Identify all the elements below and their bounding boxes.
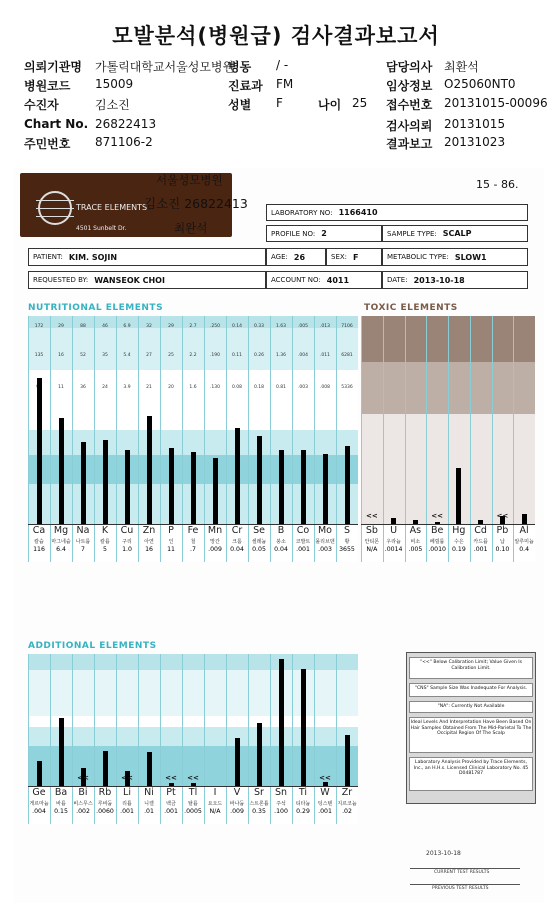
toxic-korean-name: 비소 — [410, 539, 421, 545]
toxic-symbol-pb: Pb — [496, 525, 509, 536]
nutritional-korean-name: 칼슘 — [34, 539, 44, 545]
nutritional-korean-name: 나트륨 — [75, 539, 91, 545]
nutritional-value-k: 5 — [103, 546, 107, 553]
account-box: ACCOUNT NO: 4011 — [266, 271, 382, 289]
nutritional-symbol-fe: Fe — [187, 525, 199, 536]
additional-value-rb: .0060 — [96, 808, 114, 815]
nutritional-symbol-p: P — [168, 525, 174, 536]
nutritional-tick: 16 — [58, 353, 64, 359]
toxic-korean-name: 알루미늄 — [514, 539, 534, 545]
toxic-symbol-al: Al — [519, 525, 529, 536]
receipt-label: 접수번호 — [386, 98, 433, 112]
nutritional-bar-fe — [191, 452, 196, 524]
report-title: 모발분석(병원급) 검사결과보고서 — [112, 24, 440, 48]
doctor-value: 최환석 — [444, 60, 479, 74]
ward-label: 병동 — [228, 60, 252, 74]
additional-korean-name: 백금 — [166, 801, 176, 807]
scanned-report — [14, 168, 544, 903]
nutritional-tick: 21 — [146, 384, 152, 390]
nutritional-symbol-s: S — [343, 525, 351, 536]
date-box: DATE: 2013-10-18 — [382, 271, 528, 289]
additional-bar-ni — [147, 752, 152, 786]
additional-column-divider — [226, 654, 227, 824]
additional-korean-name: 니켈 — [144, 801, 154, 807]
additional-korean-name: 바나듐 — [229, 801, 245, 807]
toxic-heading: TOXIC ELEMENTS — [364, 303, 458, 313]
nutritional-bar-se — [257, 436, 262, 524]
additional-heading: ADDITIONAL ELEMENTS — [28, 641, 157, 651]
nutritional-value-co: .001 — [296, 546, 310, 553]
nutritional-symbol-ca: Ca — [32, 525, 46, 536]
toxic-symbol-hg: Hg — [452, 525, 466, 536]
additional-symbol-ti: Ti — [298, 787, 308, 798]
toxic-symbol-be: Be — [430, 525, 444, 536]
additional-value-tl: .0005 — [184, 808, 202, 815]
metabolic-box: METABOLIC TYPE: SLOW1 — [382, 248, 528, 266]
nutritional-korean-name: 철 — [190, 539, 196, 545]
additional-column-divider — [270, 654, 271, 824]
nutritional-value-mg: 6.4 — [56, 546, 66, 553]
toxic-bar-hg — [456, 468, 461, 524]
nutritional-bar-s — [345, 446, 350, 524]
nutritional-value-cr: 0.04 — [230, 546, 244, 553]
additional-below-limit-mark: << — [165, 774, 177, 782]
toxic-symbol-as: As — [409, 525, 422, 536]
chart-no-value: 26822413 — [95, 117, 157, 131]
nutritional-symbol-zn: Zn — [142, 525, 156, 536]
additional-bar-rb — [103, 751, 108, 786]
toxic-value-u: .0014 — [384, 546, 403, 553]
additional-value-i: N/A — [209, 808, 221, 815]
nutritional-symbol-mg: Mg — [53, 525, 69, 536]
additional-value-ge: .004 — [32, 808, 46, 815]
nutritional-tick: .013 — [319, 324, 331, 330]
additional-value-bi: .002 — [76, 808, 90, 815]
nutritional-symbol-k: K — [101, 525, 109, 536]
nutritional-tick: 0.33 — [253, 324, 265, 330]
additional-bar-sr — [257, 723, 262, 786]
nutritional-tick: 0.81 — [275, 384, 287, 390]
additional-bar-v — [235, 738, 240, 786]
toxic-korean-name: 수은 — [454, 539, 464, 545]
nutritional-tick: 0.11 — [231, 353, 243, 359]
result-value: 20131023 — [444, 135, 506, 149]
nutritional-tick: 46 — [102, 324, 108, 330]
legend-cns: "CNS" Sample Size Was Inadequate For Analysis. — [409, 683, 533, 697]
nutritional-tick: 0.18 — [253, 384, 265, 390]
nutritional-tick: 35 — [102, 353, 108, 359]
additional-symbol-bi: Bi — [78, 787, 88, 798]
toxic-korean-name: 카드뮴 — [473, 539, 488, 545]
nutritional-bar-mn — [213, 458, 218, 524]
nutritional-bar-b — [279, 450, 284, 524]
nutritional-bar-na — [81, 442, 86, 524]
doctor-label: 담당의사 — [386, 60, 433, 74]
additional-korean-name: 주석 — [276, 801, 286, 807]
age-box: AGE: 26 — [266, 248, 326, 266]
nutritional-korean-name: 구리 — [122, 539, 132, 545]
nutritional-bar-zn — [147, 416, 152, 524]
nutritional-tick: 6.9 — [123, 324, 131, 330]
additional-below-limit-mark: << — [77, 774, 89, 782]
nutritional-baseline — [28, 524, 358, 525]
additional-korean-name: 지르코늄 — [337, 801, 357, 807]
nutritional-korean-name: 망간 — [210, 539, 220, 545]
patient-label: 수진자 — [24, 98, 59, 112]
nutritional-korean-name: 몰리브덴 — [315, 539, 335, 545]
id-value: 871106-2 — [95, 135, 153, 149]
nutritional-value-mn: .009 — [208, 546, 222, 553]
nutritional-tick: 0.14 — [231, 324, 243, 330]
nutritional-tick: 0.26 — [253, 353, 265, 359]
nutritional-bar-ca — [37, 378, 42, 524]
profile-box: PROFILE NO: 2 — [266, 225, 382, 242]
nutritional-tick: .130 — [209, 384, 221, 390]
sex-value: F — [276, 96, 283, 110]
nutritional-tick: 3.9 — [123, 384, 131, 390]
additional-baseline — [28, 786, 358, 787]
toxic-symbol-u: U — [390, 525, 398, 536]
nutritional-symbol-co: Co — [296, 525, 310, 536]
nutritional-tick: 25 — [168, 353, 174, 359]
additional-value-sr: 0.35 — [252, 808, 266, 815]
nutritional-symbol-b: B — [277, 525, 285, 536]
additional-column-divider — [336, 654, 337, 824]
additional-band — [28, 727, 358, 747]
toxic-baseline — [361, 524, 535, 525]
nutritional-bar-cr — [235, 428, 240, 524]
additional-below-limit-mark: << — [121, 774, 133, 782]
additional-korean-name: 비스무스 — [73, 801, 93, 807]
institution-value: 가톨릭대학교서울성모병원 — [95, 60, 235, 74]
additional-column-divider — [248, 654, 249, 824]
nutritional-symbol-cr: Cr — [231, 525, 243, 536]
nutritional-tick: 2.2 — [189, 353, 197, 359]
toxic-below-limit-mark: << — [366, 512, 378, 520]
nutritional-tick: .005 — [297, 324, 309, 330]
sex-box: SEX: F — [326, 248, 382, 266]
request-label: 검사의뢰 — [386, 119, 433, 133]
legend-box — [406, 652, 536, 804]
nutritional-value-p: 11 — [167, 546, 175, 553]
nutritional-tick: 29 — [168, 324, 174, 330]
nutritional-korean-name: 마그네슘 — [51, 539, 71, 545]
nutritional-tick: 20 — [168, 384, 174, 390]
additional-korean-name: 루비듐 — [97, 801, 113, 807]
nutritional-bar-cu — [125, 450, 130, 524]
nutritional-value-na: 7 — [81, 546, 85, 553]
toxic-bar-al — [522, 514, 527, 524]
nutritional-tick: 27 — [146, 353, 152, 359]
request-value: 20131015 — [444, 117, 506, 131]
nutritional-tick: .250 — [209, 324, 221, 330]
additional-below-limit-mark: << — [187, 774, 199, 782]
nutritional-tick: 52 — [80, 353, 86, 359]
nutritional-value-b: 0.04 — [274, 546, 288, 553]
additional-bar-ba — [59, 718, 64, 786]
nutritional-tick: .190 — [209, 353, 221, 359]
dept-label: 진료과 — [228, 79, 263, 93]
clinical-label: 임상정보 — [386, 79, 433, 93]
nutritional-chart — [28, 316, 358, 562]
additional-value-pt: .001 — [164, 808, 178, 815]
nutritional-tick: 24 — [102, 384, 108, 390]
toxic-value-hg: 0.19 — [451, 546, 466, 553]
age-label: 나이 — [318, 98, 342, 112]
additional-symbol-ni: Ni — [144, 787, 154, 798]
nutritional-tick: 1.36 — [275, 353, 287, 359]
nutritional-bar-mg — [59, 418, 64, 524]
result-label: 결과보고 — [386, 137, 433, 151]
additional-column-divider — [182, 654, 183, 824]
additional-bar-zr — [345, 735, 350, 786]
toxic-korean-name: 우라늄 — [386, 539, 401, 545]
additional-symbol-sr: Sr — [254, 787, 264, 798]
nutritional-korean-name: 인 — [168, 539, 174, 545]
nutritional-tick: 88 — [80, 324, 86, 330]
handwritten-note: 15 - 86. — [476, 178, 519, 191]
toxic-below-limit-mark: << — [496, 512, 509, 520]
chart-no-label: Chart No. — [24, 117, 89, 131]
nutritional-symbol-se: Se — [253, 525, 265, 536]
nutritional-tick: 1.63 — [275, 324, 287, 330]
additional-value-w: .001 — [318, 808, 332, 815]
nutritional-heading: NUTRITIONAL ELEMENTS — [28, 303, 164, 313]
toxic-chart — [361, 316, 535, 562]
toxic-korean-name: 베릴륨 — [429, 539, 445, 545]
additional-bar-sn — [279, 659, 284, 786]
additional-value-ni: .01 — [144, 808, 154, 815]
additional-column-divider — [28, 654, 29, 824]
institution-label: 의뢰기관명 — [24, 60, 82, 74]
additional-column-divider — [138, 654, 139, 824]
handwritten-patient: 김소진 26822413 — [144, 196, 248, 211]
additional-value-zr: .02 — [342, 808, 352, 815]
nutritional-korean-name: 붕소 — [276, 539, 286, 545]
dept-value: FM — [276, 77, 294, 91]
handwritten-doctor: 최완석 — [174, 221, 208, 235]
additional-column-divider — [72, 654, 73, 824]
receipt-value: 20131015-00096 — [444, 96, 548, 110]
nutritional-bar-p — [169, 448, 174, 524]
toxic-value-as: .005 — [408, 546, 423, 553]
nutritional-tick: 32 — [146, 324, 152, 330]
nutritional-korean-name: 아연 — [144, 539, 154, 545]
toxic-value-al: 0.4 — [519, 546, 530, 553]
nutritional-tick: 5.4 — [123, 353, 131, 359]
toxic-value-pb: 0.10 — [495, 546, 510, 553]
nutritional-bar-mo — [323, 454, 328, 524]
additional-value-sn: .100 — [274, 808, 288, 815]
additional-korean-name: 티타늄 — [295, 801, 311, 807]
additional-chart — [28, 654, 358, 824]
additional-symbol-zr: Zr — [341, 787, 353, 798]
additional-column-divider — [160, 654, 161, 824]
nutritional-tick: .004 — [297, 353, 309, 359]
legend-na: "NA": Currently Not Available — [409, 701, 533, 713]
hosp-code-label: 병원코드 — [24, 79, 71, 93]
nutritional-symbol-na: Na — [76, 525, 90, 536]
nutritional-value-ca: 116 — [33, 546, 45, 553]
patient-box: PATIENT: KIM. SOJIN — [28, 248, 266, 266]
nutritional-band — [28, 328, 358, 370]
additional-korean-name: 게르마늄 — [29, 801, 49, 807]
toxic-korean-name: 납 — [499, 539, 505, 545]
additional-symbol-tl: Tl — [188, 787, 198, 798]
additional-symbol-w: W — [320, 787, 330, 798]
clinical-value: O25060NT0 — [444, 77, 516, 91]
nutritional-bar-k — [103, 440, 108, 524]
additional-korean-name: 스트론튬 — [249, 801, 269, 807]
toxic-below-limit-mark: << — [431, 512, 443, 520]
nutritional-symbol-mo: Mo — [317, 525, 332, 536]
nutritional-tick: 0.08 — [231, 384, 243, 390]
legend-lab: Laboratory Analysis Provided by Trace Elements, Inc., an H.H.s. Licensed Clinical Laboratory No. 45 D0481787 — [409, 757, 533, 791]
legend-ideal: Ideal Levels And Interpretation Have Been Based On Hair Samples Obtained From The Mid-Parietal To The Occipital Region Of The Scalp — [409, 717, 533, 753]
nutritional-tick: 135 — [34, 353, 44, 359]
nutritional-korean-name: 셀레늄 — [251, 539, 267, 545]
additional-bar-ti — [301, 669, 306, 786]
nutritional-value-cu: 1.0 — [122, 546, 132, 553]
nutritional-tick: 29 — [58, 324, 64, 330]
logo-text: TRACE ELEMENTS — [76, 203, 148, 212]
additional-column-divider — [50, 654, 51, 824]
additional-column-divider — [314, 654, 315, 824]
additional-value-ti: 0.29 — [296, 808, 310, 815]
additional-symbol-pt: Pt — [166, 787, 176, 798]
additional-bar-ge — [37, 761, 42, 786]
nutritional-value-zn: 16 — [145, 546, 153, 553]
toxic-value-cd: .001 — [473, 546, 488, 553]
additional-band — [28, 654, 358, 670]
additional-column-divider — [204, 654, 205, 824]
nutritional-tick: 7106 — [341, 324, 353, 330]
nutritional-korean-name: 칼륨 — [100, 539, 110, 545]
nutritional-tick: 1.6 — [189, 384, 197, 390]
nutritional-tick: 6281 — [341, 353, 353, 359]
nutritional-value-se: 0.05 — [252, 546, 266, 553]
additional-column-divider — [116, 654, 117, 824]
additional-symbol-rb: Rb — [98, 787, 112, 798]
toxic-value-sb: N/A — [366, 546, 378, 553]
additional-korean-name: 리튬 — [122, 801, 132, 807]
nutritional-korean-name: 크롬 — [232, 539, 242, 545]
nutritional-tick: 36 — [80, 384, 86, 390]
nutritional-tick: 11 — [58, 384, 64, 390]
requested-box: REQUESTED BY: WANSEOK CHOI — [28, 271, 266, 289]
nutritional-tick: 2.7 — [189, 324, 197, 330]
toxic-korean-name: 안티몬 — [364, 539, 380, 545]
nutritional-value-fe: .7 — [190, 546, 196, 553]
nutritional-korean-name: 코발트 — [295, 539, 311, 545]
additional-symbol-sn: Sn — [274, 787, 288, 798]
additional-symbol-ba: Ba — [54, 787, 68, 798]
additional-band — [28, 670, 358, 716]
age-value: 25 — [352, 96, 368, 110]
ward-value: / - — [276, 58, 289, 72]
additional-value-v: .009 — [230, 808, 244, 815]
nutritional-tick: .011 — [319, 353, 331, 359]
nutritional-bar-co — [301, 450, 306, 524]
nutritional-korean-name: 황 — [344, 539, 350, 545]
sample-box: SAMPLE TYPE: SCALP — [382, 225, 528, 242]
toxic-symbol-sb: Sb — [365, 525, 378, 536]
sex-label: 성별 — [228, 98, 252, 112]
nutritional-tick: 172 — [34, 324, 44, 330]
nutritional-value-mo: .003 — [318, 546, 332, 553]
nutritional-value-s: 3655 — [339, 546, 355, 553]
additional-korean-name: 요오드 — [207, 801, 223, 807]
current-results: CURRENT TEST RESULTS — [434, 870, 490, 875]
nutritional-symbol-cu: Cu — [120, 525, 134, 536]
additional-korean-name: 텅스텐 — [317, 801, 333, 807]
patient-value: 김소진 — [95, 98, 130, 112]
additional-symbol-li: Li — [123, 787, 131, 798]
additional-symbol-i: I — [213, 787, 217, 798]
footer-date: 2013-10-18 — [426, 850, 461, 857]
additional-value-li: .001 — [120, 808, 134, 815]
additional-korean-name: 탈륨 — [188, 801, 198, 807]
nutritional-tick: .008 — [319, 384, 331, 390]
toxic-value-be: .0010 — [428, 546, 446, 553]
additional-column-divider — [94, 654, 95, 824]
legend-calibration: "<<" Below Calibration Limit; Value Given Is Calibration Limit. — [409, 657, 533, 679]
additional-symbol-ge: Ge — [32, 787, 46, 798]
nutritional-tick: .003 — [297, 384, 309, 390]
id-label: 주민번호 — [24, 137, 71, 151]
nutritional-symbol-mn: Mn — [207, 525, 223, 536]
additional-symbol-v: V — [233, 787, 241, 798]
nutritional-tick: 5336 — [341, 384, 353, 390]
additional-column-divider — [292, 654, 293, 824]
additional-value-ba: 0.15 — [54, 808, 68, 815]
handwritten-hospital: 서울성모병원 — [156, 173, 223, 187]
hosp-code-value: 15009 — [95, 77, 134, 91]
previous-results: PREVIOUS TEST RESULTS — [432, 886, 489, 891]
lab-no-box: LABORATORY NO: 1166410 — [266, 204, 528, 221]
additional-korean-name: 바륨 — [56, 801, 66, 807]
logo-address: 4501 Sunbelt Dr. — [76, 225, 127, 232]
additional-below-limit-mark: << — [319, 774, 331, 782]
toxic-symbol-cd: Cd — [474, 525, 487, 536]
